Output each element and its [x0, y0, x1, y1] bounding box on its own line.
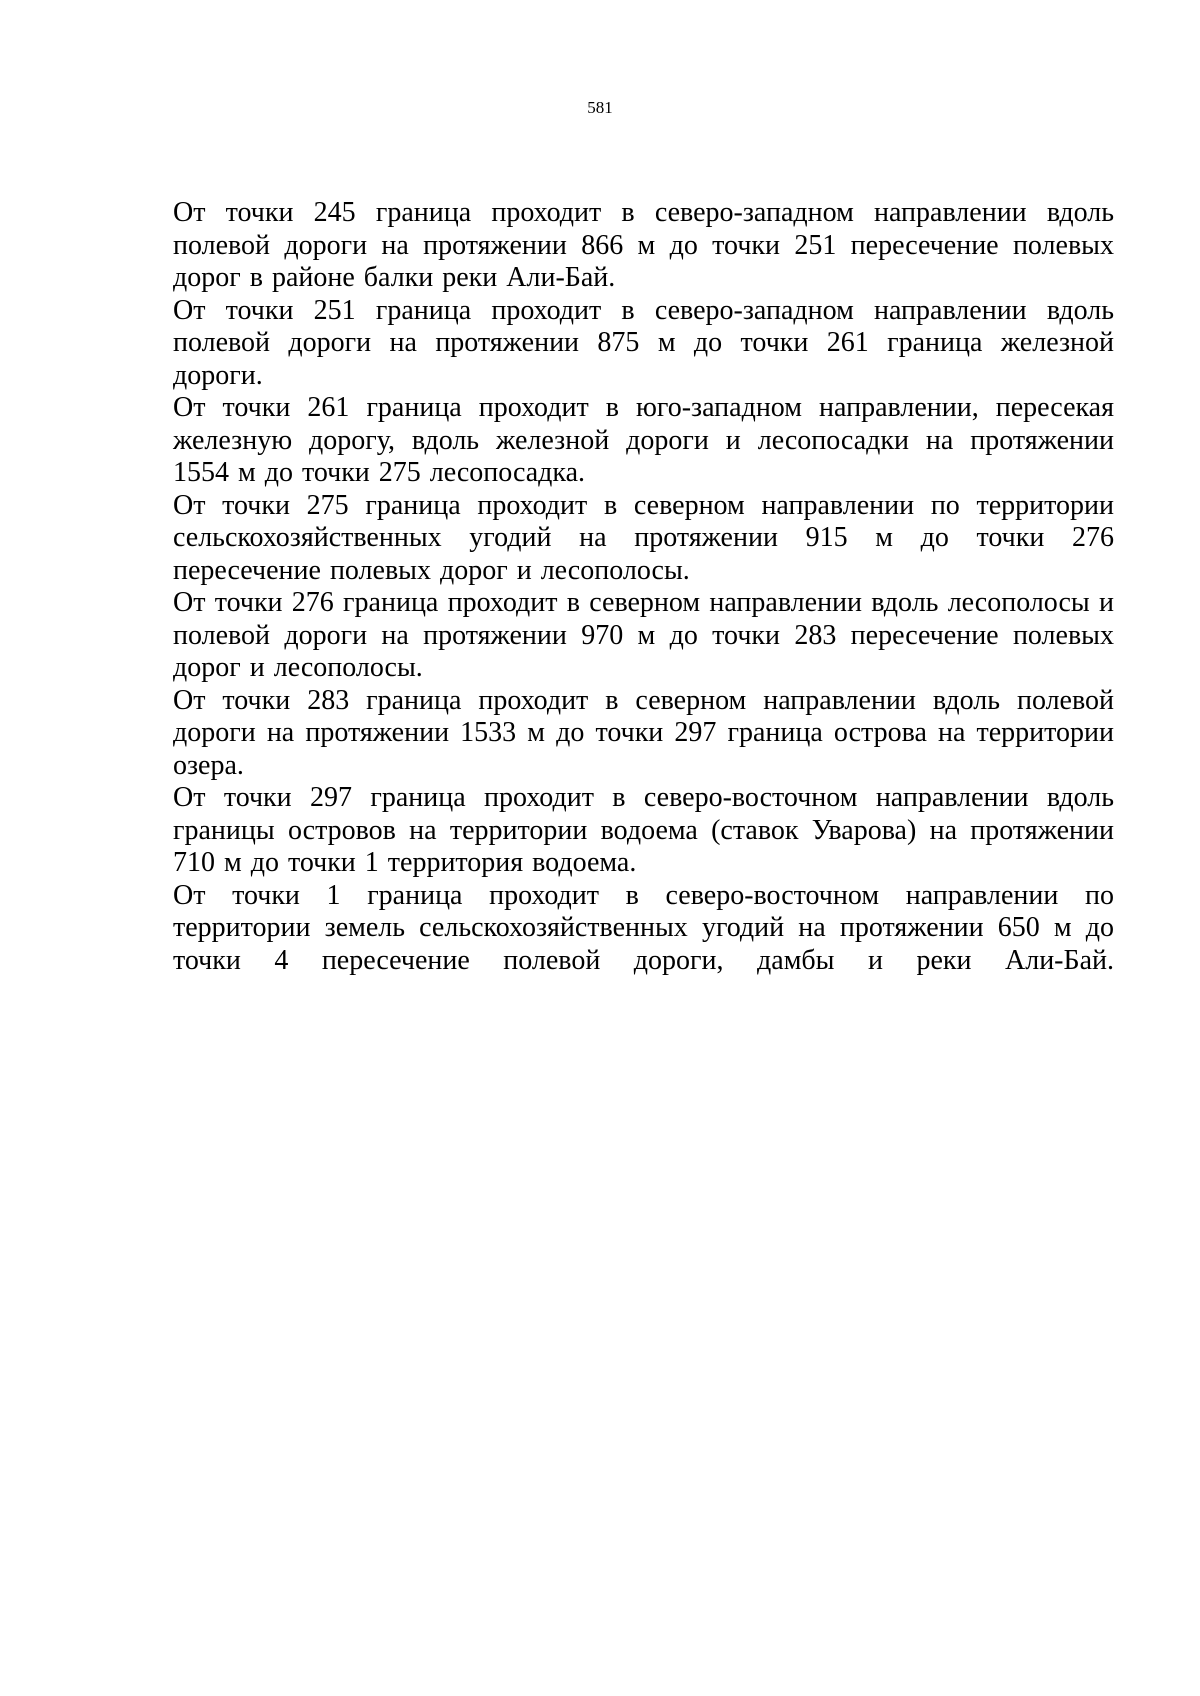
- paragraph: От точки 276 граница проходит в северном направлении вдоль лесополосы и полевой дороги на протяжении 970 м до точки 283 пересечение полевых дорог и лесополосы.: [173, 587, 1114, 683]
- page-number: 581: [587, 98, 613, 117]
- paragraph: От точки 245 граница проходит в северо-западном направлении вдоль полевой дороги на протяжении 866 м до точки 251 пересечение полевых дорог в районе балки реки Али-Бай.: [173, 197, 1114, 293]
- paragraph: От точки 283 граница проходит в северном направлении вдоль полевой дороги на протяжении 1533 м до точки 297 граница острова на территории озера.: [173, 684, 1114, 781]
- document-body: [173, 197, 1114, 977]
- paragraph: От точки 251 граница проходит в северо-западном направлении вдоль полевой дороги на протяжении 875 м до точки 261 граница железной дороги.: [173, 294, 1114, 391]
- paragraph: От точки 297 граница проходит в северо-восточном направлении вдоль границы островов на территории водоема (ставок Уварова) на протяжении 710 м до точки 1 территория водоема.: [173, 782, 1114, 878]
- paragraph: От точки 275 граница проходит в северном направлении по территории сельскохозяйственных угодий на протяжении 915 м до точки 276 пересечение полевых дорог и лесополосы.: [173, 489, 1114, 586]
- paragraph: От точки 261 граница проходит в юго-западном направлении, пересекая железную дорогу, вдоль железной дороги и лесопосадки на протяжении 1554 м до точки 275 лесопосадка.: [173, 392, 1114, 488]
- paragraph: От точки 1 граница проходит в северо-восточном направлении по территории земель сельскохозяйственных угодий на протяжении 650 м до точки 4 пересечение полевой дороги, дамбы и реки Али-Бай.: [173, 879, 1114, 976]
